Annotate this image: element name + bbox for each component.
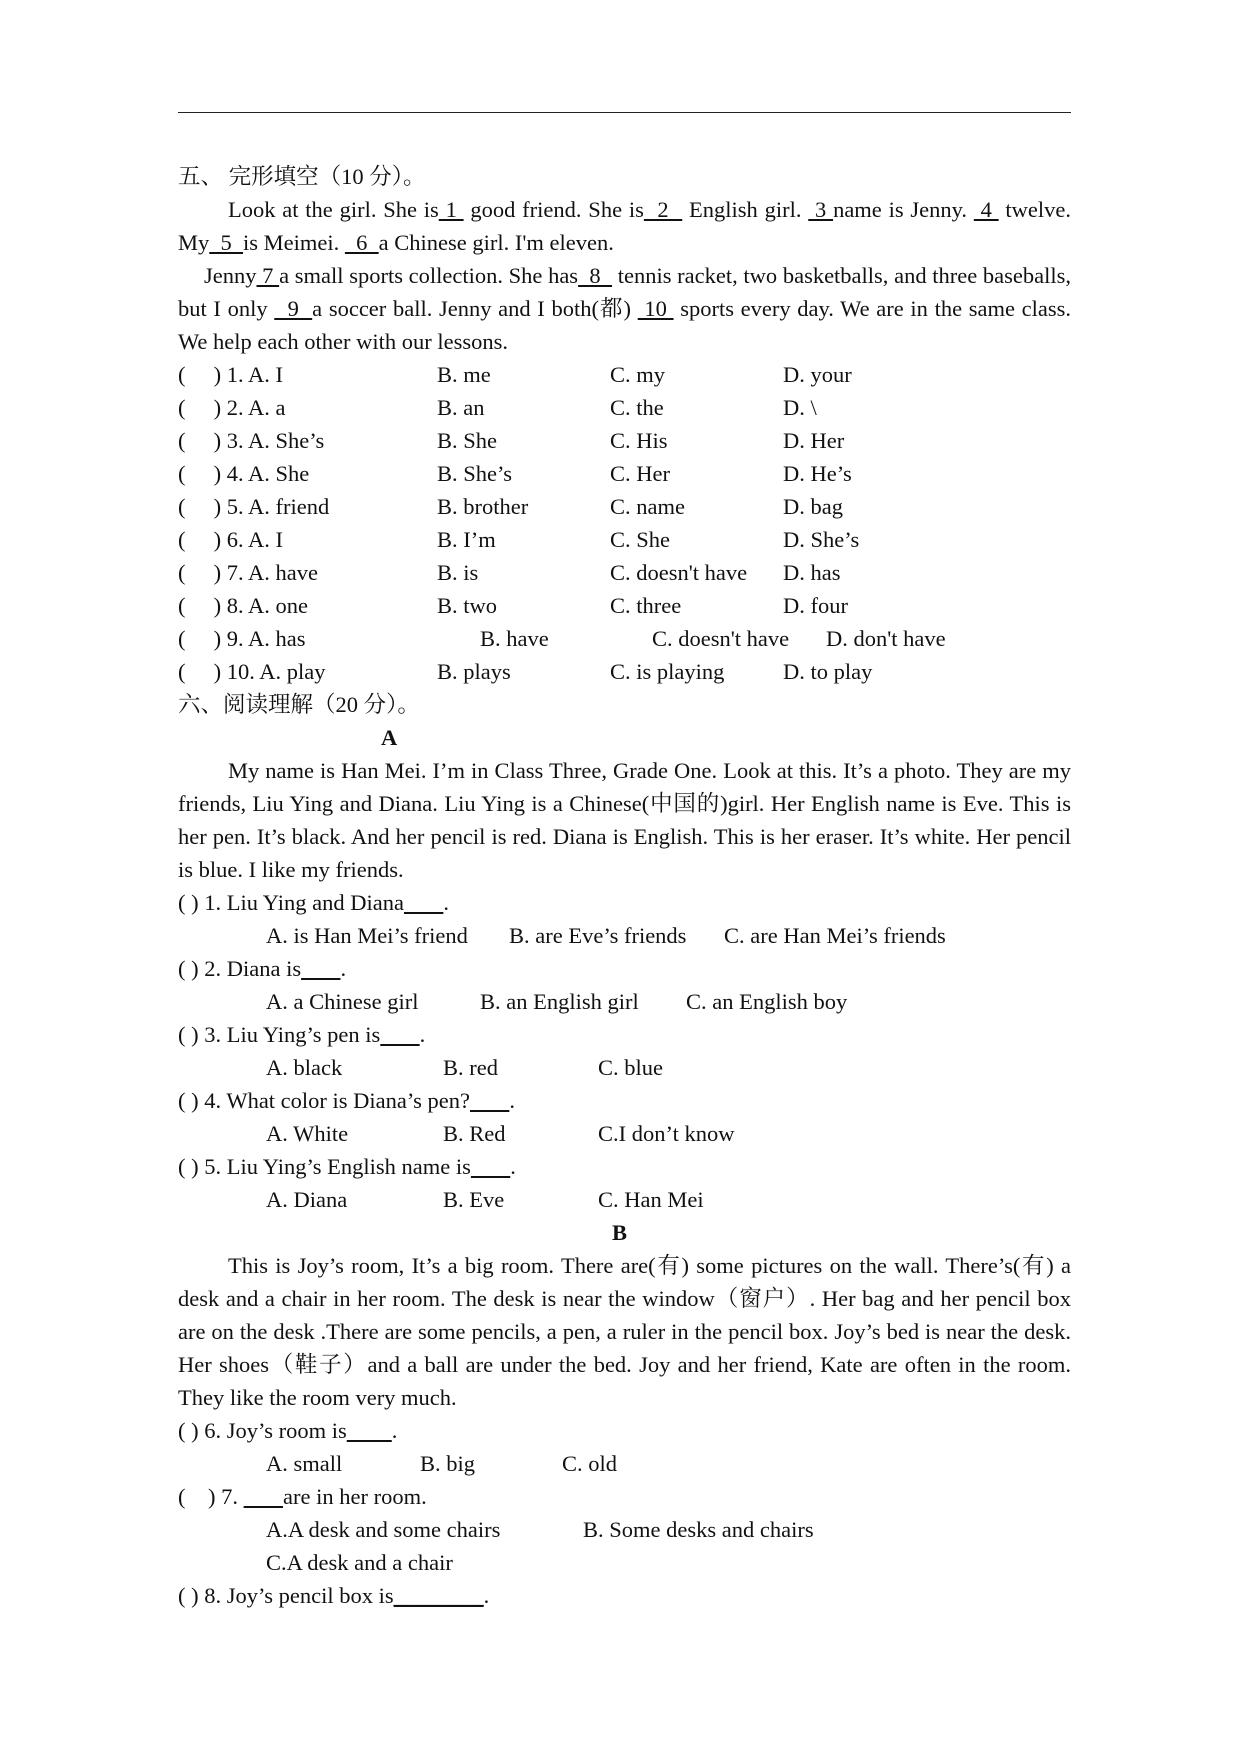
passage-text: Look at the girl. She is: [228, 197, 439, 222]
exam-page: [178, 160, 1071, 1612]
section5-questions: [178, 358, 1071, 688]
answer-blank-8[interactable]: ________: [393, 1583, 484, 1608]
question-6-stem: [178, 1414, 1071, 1447]
option-d[interactable]: D. \: [783, 395, 817, 420]
cloze-blank[interactable]: 10: [637, 296, 674, 321]
answer-option[interactable]: B. Eve: [443, 1187, 505, 1212]
answer-blank-6[interactable]: [347, 1418, 392, 1443]
option-b[interactable]: B. I’m: [437, 527, 496, 552]
answer-option[interactable]: B. Red: [443, 1121, 506, 1146]
reading-question-options: [178, 919, 1071, 952]
answer-option[interactable]: A. is Han Mei’s friend: [266, 923, 468, 948]
cloze-question-row: [178, 556, 1071, 589]
section5-paragraph-1: [178, 193, 1071, 259]
cloze-blank[interactable]: 1: [438, 197, 464, 222]
option-d[interactable]: D. Her: [783, 428, 845, 453]
cloze-question-row: [178, 391, 1071, 424]
passage-text: name is Jenny.: [833, 197, 974, 222]
question-7-option-b[interactable]: B. Some desks and chairs: [583, 1517, 814, 1542]
question-number-and-option-a: ( ) 1. A. I: [178, 362, 283, 387]
option-b[interactable]: B. is: [437, 560, 479, 585]
reading-question-stem: [178, 1084, 1071, 1117]
passage-text: good friend. She is: [463, 197, 644, 222]
reading-question-options: [178, 1051, 1071, 1084]
part-a-questions: [178, 886, 1071, 1216]
cloze-question-row: [178, 490, 1071, 523]
section5-paragraph-2: [178, 259, 1071, 358]
option-c[interactable]: C. doesn't have: [610, 560, 748, 585]
option-b[interactable]: B. have: [480, 626, 549, 651]
passage-text: Jenny: [204, 263, 257, 288]
question-6-text: ( ) 6. Joy’s room is: [178, 1418, 347, 1443]
question-8-text: ( ) 8. Joy’s pencil box is: [178, 1583, 394, 1608]
cloze-blank[interactable]: 8: [578, 263, 613, 288]
reading-question-options: [178, 1117, 1071, 1150]
passage-text: English girl.: [682, 197, 809, 222]
option-c[interactable]: C. doesn't have: [652, 626, 790, 651]
option-c[interactable]: C. my: [610, 362, 666, 387]
cloze-question-row: [178, 589, 1071, 622]
cloze-blank[interactable]: 5: [209, 230, 244, 255]
part-a-passage: My name is Han Mei. I’m in Class Three, Grade One. Look at this. It’s a photo. They are my friends, Liu Ying and Diana. Liu Ying is a Chinese(中国的)girl. Her English name is Eve. This is her pen. It’s black. And her pencil is red. Diana is English. This is her eraser. It’s white. Her pencil is blue. I like my friends.: [178, 758, 1071, 882]
answer-option[interactable]: A. White: [266, 1121, 349, 1146]
answer-option[interactable]: C. an English boy: [686, 989, 848, 1014]
cloze-question-row: [178, 622, 1071, 655]
question-6-option-a[interactable]: A. small: [266, 1451, 343, 1476]
part-b-heading-row: [178, 1216, 1071, 1249]
question-6-end: .: [391, 1418, 398, 1443]
question-6-options: [178, 1447, 1071, 1480]
question-number-and-option-a: ( ) 9. A. has: [178, 626, 306, 651]
answer-option[interactable]: C.I don’t know: [598, 1121, 735, 1146]
question-number-and-option-a: ( ) 3. A. She’s: [178, 428, 325, 453]
cloze-blank[interactable]: 6: [344, 230, 379, 255]
option-c[interactable]: C. the: [610, 395, 664, 420]
answer-option[interactable]: A. Diana: [266, 1187, 348, 1212]
option-c[interactable]: C. Her: [610, 461, 670, 486]
part-b-heading: B: [612, 1220, 628, 1245]
cloze-question-row: [178, 358, 1071, 391]
question-7-option-c[interactable]: C.A desk and a chair: [266, 1550, 453, 1575]
option-b[interactable]: B. an: [437, 395, 485, 420]
answer-option[interactable]: C. Han Mei: [598, 1187, 704, 1212]
option-c[interactable]: C. name: [610, 494, 685, 519]
question-7-text: ( ) 7.: [178, 1484, 244, 1509]
question-number-and-option-a: ( ) 4. A. She: [178, 461, 310, 486]
reading-question-stem: [178, 1150, 1071, 1183]
question-end: .: [509, 1088, 515, 1113]
question-end: .: [340, 956, 347, 981]
reading-question-options: [178, 1183, 1071, 1216]
reading-question-stem: [178, 886, 1071, 919]
answer-option[interactable]: A. a Chinese girl: [266, 989, 419, 1014]
option-c[interactable]: C. is playing: [610, 659, 725, 684]
cloze-blank[interactable]: 2: [643, 197, 683, 222]
option-d[interactable]: D. four: [783, 593, 848, 618]
question-end: .: [443, 890, 449, 915]
question-text: ( ) 5. Liu Ying’s English name is: [178, 1154, 471, 1179]
section5-title: 五、 完形填空（10 分）。: [178, 164, 426, 189]
answer-option[interactable]: A. black: [266, 1055, 343, 1080]
cloze-blank[interactable]: 7: [256, 263, 280, 288]
option-d[interactable]: D. to play: [783, 659, 873, 684]
answer-blank[interactable]: [471, 1154, 510, 1179]
option-c[interactable]: C. three: [610, 593, 682, 618]
question-7-option-a[interactable]: A.A desk and some chairs: [266, 1517, 501, 1542]
question-number-and-option-a: ( ) 10. A. play: [178, 659, 326, 684]
question-text: ( ) 4. What color is Diana’s pen?: [178, 1088, 470, 1113]
passage-text: a soccer ball. Jenny and I both(都): [312, 296, 638, 321]
reading-question-stem: [178, 952, 1071, 985]
question-7-end: are in her room.: [283, 1484, 427, 1509]
passage-text: sports every day. We are in the same class. We help each other with our lessons.: [178, 296, 1071, 354]
cloze-blank[interactable]: 3: [808, 197, 834, 222]
answer-blank[interactable]: [470, 1088, 509, 1113]
option-b[interactable]: B. two: [437, 593, 498, 618]
option-b[interactable]: B. me: [437, 362, 491, 387]
answer-blank[interactable]: [404, 890, 443, 915]
question-7-stem: [178, 1480, 1071, 1513]
question-7-options-row2: [178, 1546, 1071, 1579]
question-number-and-option-a: ( ) 8. A. one: [178, 593, 308, 618]
question-text: ( ) 3. Liu Ying’s pen is: [178, 1022, 381, 1047]
passage-text: a Chinese girl. I'm eleven.: [378, 230, 614, 255]
question-text: ( ) 2. Diana is: [178, 956, 302, 981]
question-7-options-row1: [178, 1513, 1071, 1546]
passage-text: twelve. My: [178, 197, 1072, 255]
section6-title: 六、阅读理解（20 分）。: [178, 692, 420, 717]
answer-option[interactable]: C. are Han Mei’s friends: [724, 923, 946, 948]
option-b[interactable]: B. She’s: [437, 461, 513, 486]
answer-option[interactable]: B. red: [443, 1055, 498, 1080]
question-number-and-option-a: ( ) 7. A. have: [178, 560, 318, 585]
cloze-question-row: [178, 457, 1071, 490]
option-d[interactable]: D. has: [783, 560, 841, 585]
passage-text: tennis racket, two basketballs, and three baseballs, but I only: [178, 263, 1072, 321]
question-6-option-c[interactable]: C. old: [562, 1451, 618, 1476]
question-8-stem: [178, 1579, 1071, 1612]
option-b[interactable]: B. She: [437, 428, 498, 453]
answer-option[interactable]: B. are Eve’s friends: [509, 923, 687, 948]
passage-text: a small sports collection. She has: [279, 263, 579, 288]
reading-question-options: [178, 985, 1071, 1018]
answer-blank[interactable]: [301, 956, 340, 981]
question-end: .: [419, 1022, 426, 1047]
question-6-option-b[interactable]: B. big: [420, 1451, 476, 1476]
option-d[interactable]: D. bag: [783, 494, 843, 519]
part-b-passage: This is Joy’s room, It’s a big room. There are(有) some pictures on the wall. There’s(有) a desk and a chair in her room. The desk is near the window（窗户）. Her bag and her pencil box are on the desk .There are some pencils, a pen, a ruler in the pencil box. Joy’s bed is near the desk. Her shoes（鞋子）and a ball are under the bed. Joy and her friend, Kate are often in the room. They like the room very much.: [178, 1253, 1071, 1410]
cloze-blank[interactable]: 4: [973, 197, 999, 222]
question-end: .: [510, 1154, 516, 1179]
option-b[interactable]: B. plays: [437, 659, 511, 684]
cloze-question-row: [178, 523, 1071, 556]
cloze-question-row: [178, 655, 1071, 688]
answer-blank-7[interactable]: [244, 1484, 283, 1509]
question-number-and-option-a: ( ) 5. A. friend: [178, 494, 330, 519]
part-a-heading-row: [178, 721, 1071, 754]
option-c[interactable]: C. She: [610, 527, 671, 552]
option-d[interactable]: D. He’s: [783, 461, 852, 486]
option-d[interactable]: D. don't have: [826, 626, 946, 651]
question-text: ( ) 1. Liu Ying and Diana: [178, 890, 404, 915]
answer-option[interactable]: B. an English girl: [480, 989, 639, 1014]
cloze-blank[interactable]: 9: [274, 296, 313, 321]
question-number-and-option-a: ( ) 6. A. I: [178, 527, 283, 552]
part-a-heading: A: [381, 725, 398, 750]
option-d[interactable]: D. your: [783, 362, 852, 387]
question-number-and-option-a: ( ) 2. A. a: [178, 395, 286, 420]
option-c[interactable]: C. His: [610, 428, 668, 453]
question-8-end: .: [483, 1583, 490, 1608]
cloze-question-row: [178, 424, 1071, 457]
header-rule: [178, 112, 1071, 113]
answer-blank[interactable]: [380, 1022, 419, 1047]
option-b[interactable]: B. brother: [437, 494, 529, 519]
passage-text: is Meimei.: [243, 230, 345, 255]
option-d[interactable]: D. She’s: [783, 527, 860, 552]
reading-question-stem: [178, 1018, 1071, 1051]
answer-option[interactable]: C. blue: [598, 1055, 663, 1080]
